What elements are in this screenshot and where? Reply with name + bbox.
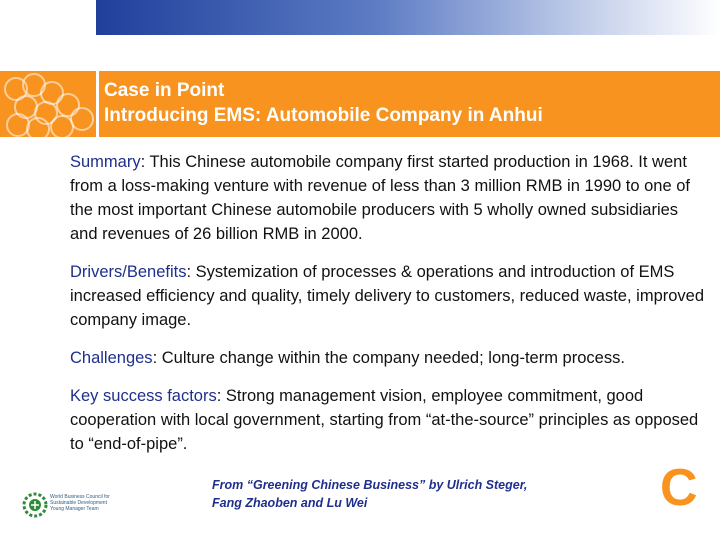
section-challenges <box>70 346 710 370</box>
molecule-decoration <box>0 71 96 137</box>
banner-divider <box>96 71 99 137</box>
wbcsd-logo <box>22 490 122 524</box>
section-key: Summary <box>70 153 141 171</box>
title-line-2: Introducing EMS: Automobile Company in Anhui <box>104 105 543 126</box>
logo-line-1: World Business Council for <box>50 494 110 500</box>
logo-line-3: Young Manager Team <box>50 506 99 512</box>
section-text: : Culture change within the company needed; long-term process. <box>152 349 625 367</box>
source-credit: From “Greening Chinese Business” by Ulrich Steger, Fang Zhaoben and Lu Wei <box>212 478 528 510</box>
slide-title <box>104 78 710 128</box>
section-text: : This Chinese automobile company first started production in 1968. It went from a loss-making venture with revenue of less than 3 million RMB in 1990 to one of the most important Chinese automobile producers with 5 wholly owned subsidiaries and revenues of 26 billion RMB in 2000. <box>70 153 690 243</box>
logo-line-2: Sustainable Development <box>50 500 107 506</box>
globe-gear-icon <box>22 492 48 518</box>
section-key: Drivers/Benefits <box>70 263 187 281</box>
section-summary <box>70 150 710 246</box>
top-gradient-bar <box>96 0 720 35</box>
logo-text <box>50 494 110 512</box>
section-key: Challenges <box>70 349 153 367</box>
content-body <box>70 150 710 470</box>
section-key-success-factors <box>70 384 710 456</box>
section-text: : Strong management vision, employee commitment, good cooperation with local government, starting from “at-the-source” principles as opposed to “end-of-pipe”. <box>70 387 699 453</box>
section-key: Key success factors <box>70 387 217 405</box>
corner-letter: C <box>660 459 698 517</box>
section-drivers-benefits <box>70 260 710 332</box>
section-text: : Systemization of processes & operations and introduction of EMS increased efficiency and quality, timely delivery to customers, reduced waste, improved company image. <box>70 263 705 329</box>
title-line-1: Case in Point <box>104 80 225 101</box>
